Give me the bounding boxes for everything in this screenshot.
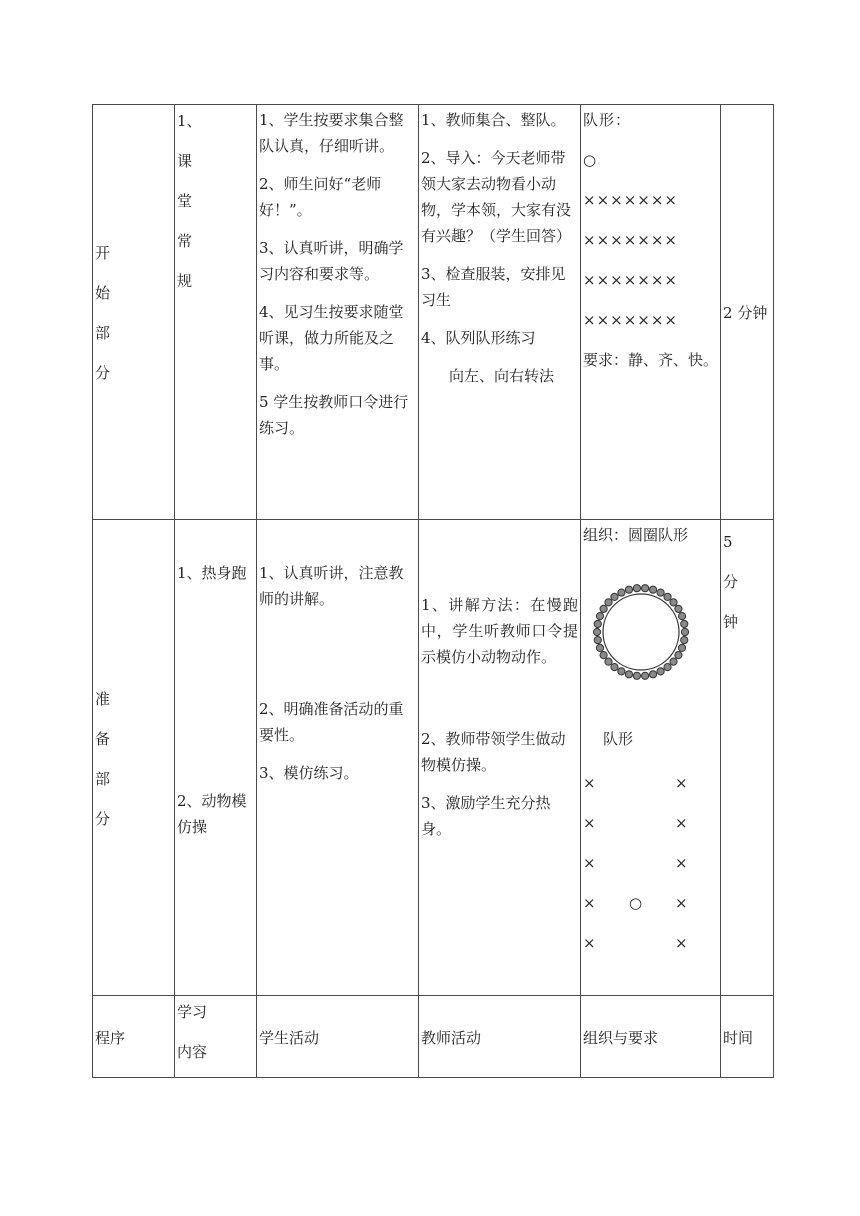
header-text: 学生活动 <box>259 1028 320 1047</box>
student-item: 4、见习生按要求随堂听课，做力所能及之事。 <box>259 303 404 373</box>
student-dot <box>596 613 603 620</box>
student-dot <box>611 664 618 671</box>
student-dot <box>670 658 677 665</box>
teacher-item: 2、教师带领学生做动物模仿操。 <box>421 730 566 774</box>
student-dot <box>596 644 603 651</box>
section-char: 部 <box>95 769 111 788</box>
student-dot <box>594 620 601 627</box>
formation-cell <box>629 810 675 836</box>
student-dot <box>611 593 618 600</box>
formation-cell: × <box>583 934 596 952</box>
formation-cell: × <box>583 774 596 792</box>
student-dot <box>675 605 682 612</box>
student-dot <box>681 620 688 627</box>
teacher-item: 4、队列队形练习 <box>421 329 536 347</box>
teacher-activity-preparation <box>419 520 581 996</box>
organization-opening <box>581 105 721 520</box>
time-char: 5 <box>723 533 733 551</box>
student-dot <box>641 672 648 679</box>
student-dot <box>681 628 688 635</box>
organization-preparation <box>581 520 721 996</box>
student-dot <box>593 628 600 635</box>
student-dot <box>678 613 685 620</box>
time-value: 2 分钟 <box>723 304 768 322</box>
student-item: 2、师生问好“老师好！”。 <box>259 175 382 219</box>
column-formation <box>583 770 718 956</box>
teacher-item: 1、讲解方法：在慢跑中，学生听教师口令提示模仿小动物动作。 <box>421 596 578 666</box>
teacher-item: 3、激励学生充分热身。 <box>421 794 551 838</box>
section-char: 分 <box>95 809 111 828</box>
student-item: 5 学生按教师口令进行练习。 <box>259 393 409 437</box>
student-dot <box>618 668 625 675</box>
section-opening <box>93 105 175 520</box>
student-item: 2、明确准备活动的重要性。 <box>259 700 404 744</box>
student-item: 1、学生按要求集合整队认真，仔细听讲。 <box>259 111 404 155</box>
student-dot <box>600 652 607 659</box>
time-char: 钟 <box>723 613 739 631</box>
requirement-text: 要求：静、齐、快。 <box>583 351 719 369</box>
header-text: 程序 <box>95 1028 126 1047</box>
student-dot <box>649 671 656 678</box>
formation-cell: × <box>675 934 688 952</box>
section-char: 开 <box>95 244 111 262</box>
content-item: 2、动物模仿操 <box>177 792 247 836</box>
student-dot <box>625 586 632 593</box>
formation-cell: × <box>583 814 596 832</box>
header-text: 时间 <box>723 1028 754 1047</box>
header-text: 学习 <box>177 1003 208 1021</box>
content-char: 常 <box>177 232 193 250</box>
student-item: 1、认真听讲，注意教师的讲解。 <box>259 564 404 608</box>
content-char: 堂 <box>177 192 193 210</box>
student-dot <box>681 636 688 643</box>
formation-cell <box>629 850 675 876</box>
student-dot <box>641 585 648 592</box>
content-char: 1、 <box>177 112 202 130</box>
teacher-marker: ○ <box>629 894 643 912</box>
circle-path <box>603 594 679 670</box>
formation-cell: × <box>583 854 596 872</box>
section-char: 部 <box>95 324 111 342</box>
content-routine <box>175 105 257 520</box>
student-dot <box>633 672 640 679</box>
student-item: 3、认真听讲，明确学习内容和要求等。 <box>259 239 404 283</box>
content-warmup <box>175 520 257 996</box>
teacher-item: 1、教师集合、整队。 <box>421 111 566 129</box>
teacher-activity-opening <box>419 105 581 520</box>
row-opening <box>93 105 774 520</box>
formation-row: ××××××× <box>583 231 678 249</box>
header-content <box>175 996 257 1078</box>
time-opening <box>721 105 774 520</box>
student-dot <box>633 585 640 592</box>
formation-cell <box>629 930 675 956</box>
teacher-marker: ○ <box>583 151 598 169</box>
header-organization <box>581 996 721 1078</box>
student-dot <box>605 658 612 665</box>
header-time <box>721 996 774 1078</box>
student-activity-preparation <box>257 520 419 996</box>
row-header <box>93 996 774 1078</box>
formation-cell: × <box>675 814 688 832</box>
section-char: 始 <box>95 284 111 302</box>
section-preparation <box>93 520 175 996</box>
student-dot <box>670 599 677 606</box>
student-dot <box>657 668 664 675</box>
formation-row: ××××××× <box>583 311 678 329</box>
header-teacher <box>419 996 581 1078</box>
content-char: 课 <box>177 152 193 170</box>
formation-cell: × <box>675 854 688 872</box>
student-dot <box>678 644 685 651</box>
section-char: 备 <box>95 729 111 748</box>
formation-row: ××××××× <box>583 191 678 209</box>
student-item: 3、模仿练习。 <box>259 764 359 782</box>
student-dot <box>600 605 607 612</box>
formation-cell: × <box>675 774 688 792</box>
formation-label: 队形 <box>603 730 634 748</box>
student-dot <box>657 589 664 596</box>
header-text: 组织与要求 <box>583 1028 659 1047</box>
time-char: 分 <box>723 573 739 591</box>
time-preparation <box>721 520 774 996</box>
row-preparation <box>93 520 774 996</box>
header-student <box>257 996 419 1078</box>
header-text: 教师活动 <box>421 1028 482 1047</box>
formation-cell <box>629 770 675 796</box>
teacher-item: 向左、向右转法 <box>449 367 555 385</box>
content-item: 1、热身跑 <box>177 564 247 582</box>
formation-cell: × <box>675 894 688 912</box>
section-char: 准 <box>95 689 111 708</box>
content-char: 规 <box>177 272 193 290</box>
student-dot <box>649 586 656 593</box>
section-char: 分 <box>95 364 111 382</box>
teacher-item: 3、检查服装，安排见习生 <box>421 265 566 309</box>
formation-cell: × <box>583 894 596 912</box>
teacher-item: 2、导入：今天老师带领大家去动物看小动物，学本领，大家有没有兴趣？（学生回答） <box>421 149 572 245</box>
student-dot <box>675 652 682 659</box>
formation-row: ××××××× <box>583 271 678 289</box>
student-dot <box>664 593 671 600</box>
student-dot <box>625 671 632 678</box>
student-dot <box>605 599 612 606</box>
student-dot <box>664 664 671 671</box>
circle-formation-diagram <box>591 582 691 682</box>
student-activity-opening <box>257 105 419 520</box>
organization-title: 组织：圆圈队形 <box>583 526 689 544</box>
formation-label: 队形： <box>583 111 632 129</box>
student-dot <box>618 589 625 596</box>
student-dot <box>594 636 601 643</box>
header-procedure <box>93 996 175 1078</box>
header-text: 内容 <box>177 1043 208 1061</box>
lesson-plan-table <box>92 104 774 1078</box>
